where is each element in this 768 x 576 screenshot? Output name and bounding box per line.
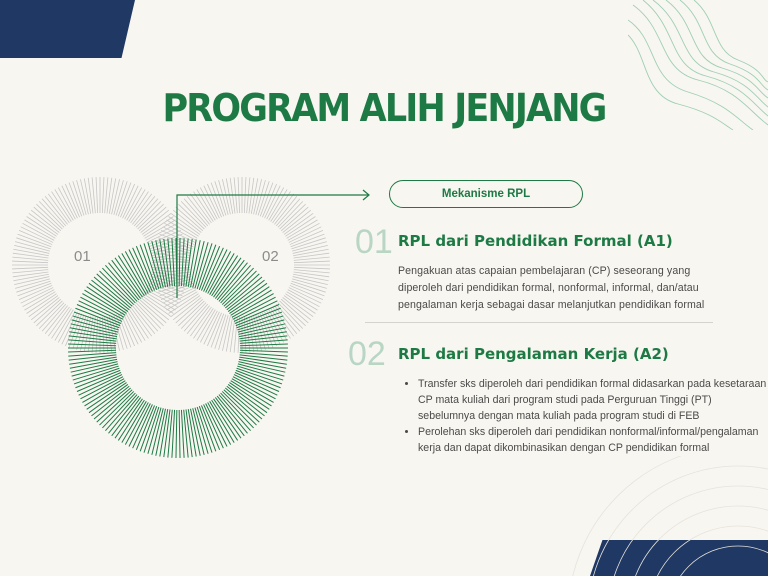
list-item: • Transfer sks diperoleh dari pendidikan formal didasarkan pada kesetaraan CP mata kuliah dari program studi pada Perguruan Tinggi (PT) sebelumnya dengan mata kuliah pada program studi di FEB: [418, 376, 768, 424]
ring-label-01: 01: [74, 248, 91, 265]
section-heading-formal: RPL dari Pendidikan Formal (A1): [398, 232, 673, 250]
section-number-02: 02: [348, 335, 386, 373]
section-bullet-list: [407, 376, 768, 456]
list-item: • Perolehan sks diperoleh dari pendidikan nonformal/informal/pengalaman kerja dan dapat dikombinasikan dengan CP pendidikan formal: [418, 424, 768, 456]
section-number-01: 01: [355, 223, 393, 261]
corner-decoration-top-left: [0, 0, 135, 58]
section-divider: [365, 322, 713, 323]
arc-lines-decoration: [508, 456, 768, 576]
section-paragraph-formal: Pengakuan atas capaian pembelajaran (CP) seseorang yang diperoleh dari pendidikan formal, nonformal, informal, dan/atau pengalaman kerja sebagai dasar melanjutkan pendidikan formal: [398, 265, 705, 311]
connector-arrow: [170, 188, 380, 303]
ring-label-02: 02: [262, 248, 279, 265]
mechanism-rpl-label: Mekanisme RPL: [389, 180, 583, 208]
page-title: PROGRAM ALIH JENJANG: [162, 86, 606, 130]
section-heading-work: RPL dari Pengalaman Kerja (A2): [398, 345, 669, 363]
